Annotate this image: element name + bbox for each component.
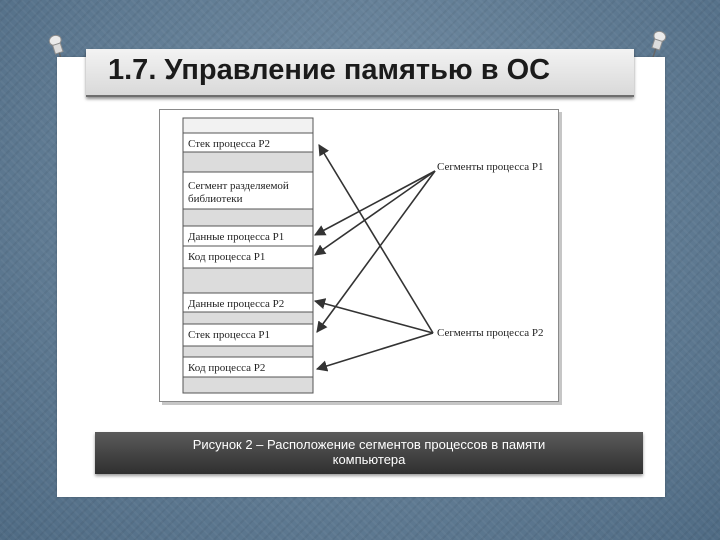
segment-label: Код процесса P1 — [188, 251, 266, 263]
segment-label: Сегмент разделяемой — [188, 180, 289, 192]
p2-arrows — [315, 145, 433, 369]
segment-label: Стек процесса P2 — [188, 138, 271, 150]
arrow — [315, 171, 435, 235]
memory-row — [183, 152, 313, 172]
process-p1-label: Сегменты процесса P1 — [437, 161, 544, 173]
segment-label: Данные процесса P2 — [188, 298, 285, 310]
memory-row — [183, 377, 313, 393]
segment-label: Стек процесса P1 — [188, 329, 271, 341]
segment-label: Код процесса P2 — [188, 362, 266, 374]
figure-caption — [95, 432, 643, 474]
memory-row — [183, 268, 313, 293]
segment-label: библиотеки — [188, 193, 243, 205]
memory-row — [183, 118, 313, 133]
process-p2-label: Сегменты процесса P2 — [437, 327, 544, 339]
arrow — [315, 301, 433, 333]
memory-row — [183, 209, 313, 226]
caption-line: компьютера — [332, 452, 406, 467]
memory-row — [183, 312, 313, 324]
memory-row — [183, 346, 313, 357]
arrow — [315, 171, 435, 255]
slide-title: 1.7. Управление памятью в ОС — [108, 54, 551, 86]
caption-line: Рисунок 2 – Расположение сегментов процессов в памяти — [192, 437, 546, 452]
arrow — [317, 333, 433, 369]
title-bar — [86, 49, 634, 97]
segment-label: Данные процесса P1 — [188, 231, 285, 243]
memory-diagram — [159, 109, 559, 402]
